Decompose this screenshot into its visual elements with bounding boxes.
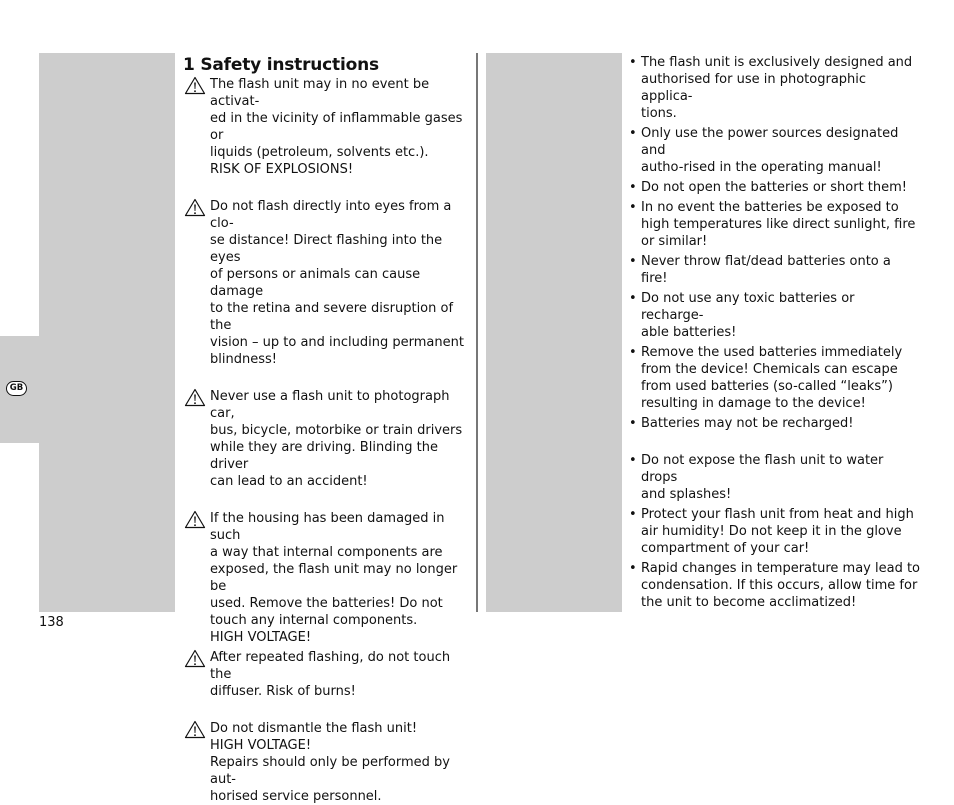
bullet-item [628, 199, 920, 250]
warning-item [183, 510, 473, 646]
text-line: authorised for use in photographic applica- [641, 72, 867, 104]
bullet-item [628, 560, 920, 611]
text-line: If the housing has been damaged in such [210, 511, 445, 543]
warning-triangle-icon [184, 388, 206, 407]
bullet-text [641, 452, 920, 503]
bullet-dot-icon: • [629, 126, 637, 141]
bullet-dot-icon: • [629, 254, 637, 269]
text-line: The flash unit may in no event be activat- [210, 77, 430, 109]
bullet-list [628, 54, 920, 611]
bullet-item [628, 290, 920, 341]
bullet-dot-icon: • [629, 507, 637, 522]
text-line: The flash unit is exclusively designed and [641, 55, 913, 70]
bullet-dot-icon: • [629, 416, 637, 431]
text-line: HIGH VOLTAGE! [210, 738, 312, 753]
text-line: Batteries may not be recharged! [641, 416, 854, 431]
warning-triangle-icon [184, 720, 206, 739]
text-line: the unit to become acclimatized! [641, 595, 857, 610]
text-line: Rapid changes in temperature may lead to [641, 561, 921, 576]
page-number: 138 [39, 615, 64, 630]
text-line: high temperatures like direct sunlight, fire [641, 217, 916, 232]
text-line: able batteries! [641, 325, 737, 340]
bullet-text [641, 290, 920, 341]
text-line: tions. [641, 106, 677, 121]
text-line: horised service personnel. [210, 789, 382, 804]
bullet-item [628, 54, 920, 122]
text-line: Do not expose the flash unit to water drops [641, 453, 884, 485]
text-line: diffuser. Risk of burns! [210, 684, 356, 699]
text-line: while they are driving. Blinding the driver [210, 440, 439, 472]
text-line: HIGH VOLTAGE! [210, 630, 312, 645]
text-line: of persons or animals can cause damage [210, 267, 421, 299]
bullet-text [641, 560, 920, 611]
bullet-dot-icon: • [629, 561, 637, 576]
text-line: bus, bicycle, motorbike or train drivers [210, 423, 463, 438]
text-line: Do not open the batteries or short them! [641, 180, 908, 195]
bullet-dot-icon: • [629, 55, 637, 70]
warning-triangle-icon [184, 198, 206, 217]
warning-triangle-icon [184, 76, 206, 95]
text-line: and splashes! [641, 487, 732, 502]
text-line: exposed, the flash unit may no longer be [210, 562, 458, 594]
bullet-dot-icon: • [629, 345, 637, 360]
text-line: to the retina and severe disruption of the [210, 301, 454, 333]
bullet-text [641, 253, 920, 287]
text-line: Repairs should only be performed by aut- [210, 755, 450, 787]
bullet-item [628, 452, 920, 503]
bullet-dot-icon: • [629, 180, 637, 195]
text-line: se distance! Direct flashing into the eyes [210, 233, 443, 265]
text-line: from the device! Chemicals can escape [641, 362, 898, 377]
text-line: blindness! [210, 352, 277, 367]
text-line: Do not flash directly into eyes from a clo- [210, 199, 452, 231]
bullet-item [628, 415, 920, 432]
bullet-item [628, 506, 920, 557]
bullet-text [641, 506, 920, 557]
text-line: air humidity! Do not keep it in the glove [641, 524, 902, 539]
warning-triangle-icon [184, 510, 206, 529]
text-line: Only use the power sources designated and [641, 126, 899, 158]
warning-text [210, 720, 473, 805]
left-margin-bar [39, 53, 175, 612]
warning-item [183, 720, 473, 805]
text-line: liquids (petroleum, solvents etc.). [210, 145, 429, 160]
warning-text [210, 76, 473, 178]
warning-item [183, 76, 473, 178]
warning-text [210, 198, 473, 368]
bullet-text [641, 125, 920, 176]
warning-item [183, 388, 473, 490]
bullet-dot-icon: • [629, 291, 637, 306]
text-line: RISK OF EXPLOSIONS! [210, 162, 354, 177]
bullet-dot-icon: • [629, 453, 637, 468]
text-line: After repeated flashing, do not touch the [210, 650, 451, 682]
bullet-item [628, 125, 920, 176]
bullet-item [628, 344, 920, 412]
text-line: autho-rised in the operating manual! [641, 160, 882, 175]
warning-triangle-icon [184, 649, 206, 668]
text-line: or similar! [641, 234, 708, 249]
bullet-text [641, 199, 920, 250]
text-line: Never use a flash unit to photograph car, [210, 389, 450, 421]
text-line: ed in the vicinity of inflammable gases or [210, 111, 463, 143]
text-line: touch any internal components. [210, 613, 418, 628]
text-line: used. Remove the batteries! Do not [210, 596, 443, 611]
text-line: Do not use any toxic batteries or recharge- [641, 291, 855, 323]
right-margin-bar [486, 53, 622, 612]
bullet-text [641, 54, 920, 122]
warning-text [210, 510, 473, 646]
bullet-dot-icon: • [629, 200, 637, 215]
text-line: Do not dismantle the flash unit! [210, 721, 418, 736]
column-divider [476, 53, 478, 612]
bullet-item [628, 253, 920, 287]
bullet-text [641, 415, 920, 432]
text-line: In no event the batteries be exposed to [641, 200, 899, 215]
bullet-text [641, 179, 920, 196]
warning-item [183, 198, 473, 368]
warning-list [183, 76, 473, 805]
text-line: from used batteries (so-called “leaks”) [641, 379, 893, 394]
text-line: vision – up to and including permanent [210, 335, 464, 350]
bullet-item [628, 179, 920, 196]
text-line: condensation. If this occurs, allow time for [641, 578, 918, 593]
text-line: Never throw flat/dead batteries onto a fire! [641, 254, 891, 286]
text-line: resulting in damage to the device! [641, 396, 866, 411]
bullet-text [641, 344, 920, 412]
section-title: 1 Safety instructions [183, 55, 379, 75]
warning-text [210, 388, 473, 490]
text-line: can lead to an accident! [210, 474, 368, 489]
text-line: Protect your flash unit from heat and high [641, 507, 914, 522]
text-line: a way that internal components are [210, 545, 443, 560]
text-line: compartment of your car! [641, 541, 810, 556]
language-badge: GB [6, 381, 27, 396]
text-line: Remove the used batteries immediately [641, 345, 903, 360]
